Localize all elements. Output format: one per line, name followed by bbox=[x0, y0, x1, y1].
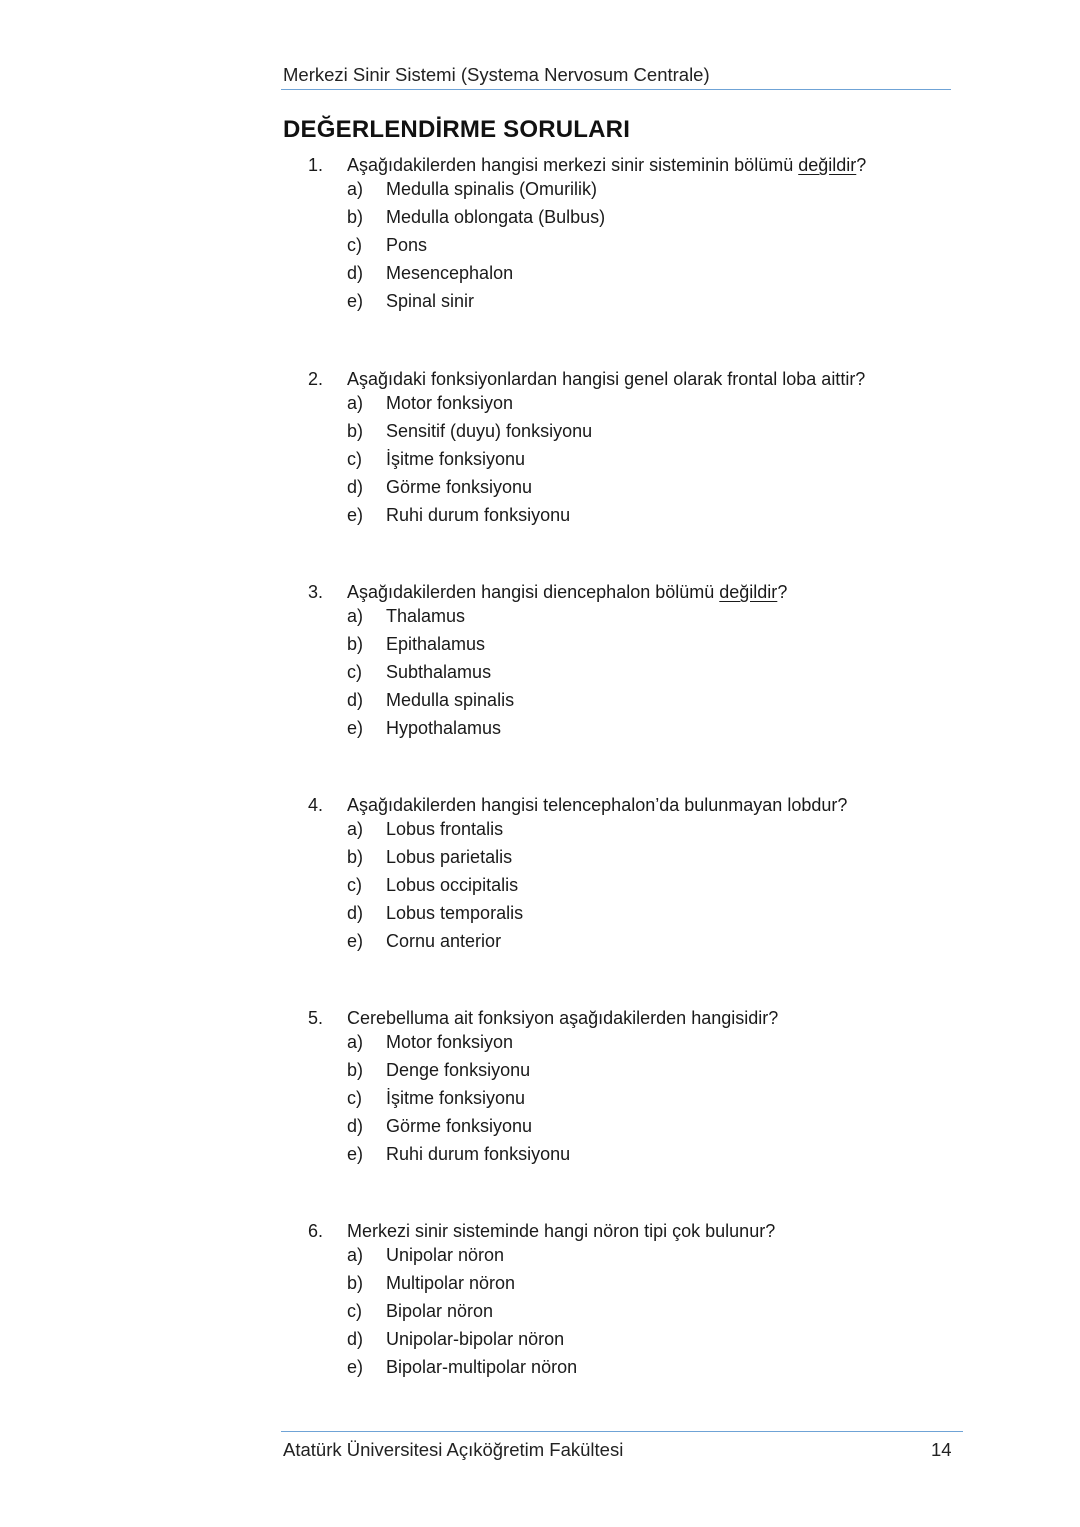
question-number: 6. bbox=[308, 1221, 324, 1241]
option-letter: b) bbox=[347, 634, 364, 654]
option-e bbox=[0, 718, 1080, 746]
option-letter: a) bbox=[347, 1245, 364, 1265]
footer-divider bbox=[281, 1431, 963, 1432]
option-letter: d) bbox=[347, 690, 364, 710]
option-letter: b) bbox=[347, 1060, 364, 1080]
option-d bbox=[0, 690, 1080, 718]
option-letter: e) bbox=[347, 505, 364, 525]
option-e bbox=[0, 1144, 1080, 1172]
question-text: Aşağıdakilerden hangisi telencephalon’da bulunmayan lobdur? bbox=[347, 795, 848, 815]
option-text: Motor fonksiyon bbox=[386, 393, 514, 413]
option-text: Medulla oblongata (Bulbus) bbox=[386, 207, 606, 227]
option-text: Pons bbox=[386, 235, 428, 255]
option-letter: c) bbox=[347, 875, 362, 895]
option-letter: d) bbox=[347, 1116, 364, 1136]
option-text: Bipolar nöron bbox=[386, 1301, 494, 1321]
option-letter: a) bbox=[347, 179, 364, 199]
option-letter: e) bbox=[347, 931, 364, 951]
option-text: Denge fonksiyonu bbox=[386, 1060, 531, 1080]
option-letter: e) bbox=[347, 1357, 364, 1377]
question-text: Cerebelluma ait fonksiyon aşağıdakilerden hangisidir? bbox=[347, 1008, 779, 1028]
section-title: DEĞERLENDİRME SORULARI bbox=[283, 116, 631, 143]
option-text: İşitme fonksiyonu bbox=[386, 449, 526, 469]
option-text: Lobus parietalis bbox=[386, 847, 513, 867]
option-text: Görme fonksiyonu bbox=[386, 1116, 533, 1136]
option-d bbox=[0, 1329, 1080, 1357]
option-c bbox=[0, 1301, 1080, 1329]
option-d bbox=[0, 1116, 1080, 1144]
option-text: Ruhi durum fonksiyonu bbox=[386, 505, 571, 525]
option-letter: c) bbox=[347, 449, 362, 469]
question-text: Aşağıdaki fonksiyonlardan hangisi genel olarak frontal loba aittir? bbox=[347, 369, 866, 389]
option-e bbox=[0, 291, 1080, 319]
question-number: 3. bbox=[308, 582, 324, 602]
option-text: Lobus occipitalis bbox=[386, 875, 519, 895]
option-d bbox=[0, 477, 1080, 505]
option-b bbox=[0, 634, 1080, 662]
underlined-word: değildir bbox=[798, 155, 857, 175]
page-number: 14 bbox=[931, 1439, 952, 1460]
option-text: Lobus frontalis bbox=[386, 819, 504, 839]
option-letter: d) bbox=[347, 903, 364, 923]
option-text: Unipolar-bipolar nöron bbox=[386, 1329, 565, 1349]
option-text: İşitme fonksiyonu bbox=[386, 1088, 526, 1108]
option-c bbox=[0, 1088, 1080, 1116]
option-e bbox=[0, 931, 1080, 959]
option-d bbox=[0, 263, 1080, 291]
option-c bbox=[0, 662, 1080, 690]
option-text: Multipolar nöron bbox=[386, 1273, 516, 1293]
option-letter: c) bbox=[347, 235, 362, 255]
option-letter: b) bbox=[347, 421, 364, 441]
option-text: Mesencephalon bbox=[386, 263, 514, 283]
option-text: Bipolar-multipolar nöron bbox=[386, 1357, 578, 1377]
option-letter: e) bbox=[347, 1144, 364, 1164]
option-text: Ruhi durum fonksiyonu bbox=[386, 1144, 571, 1164]
option-b bbox=[0, 847, 1080, 875]
option-letter: d) bbox=[347, 263, 364, 283]
option-letter: b) bbox=[347, 1273, 364, 1293]
option-text: Lobus temporalis bbox=[386, 903, 524, 923]
question-number: 2. bbox=[308, 369, 324, 389]
option-a bbox=[0, 819, 1080, 847]
option-a bbox=[0, 606, 1080, 634]
option-text: Subthalamus bbox=[386, 662, 492, 682]
option-b bbox=[0, 207, 1080, 235]
question-text: Aşağıdakilerden hangisi merkezi sinir sisteminin bölümü değildir? bbox=[347, 155, 867, 175]
option-letter: c) bbox=[347, 1301, 362, 1321]
question-text: Aşağıdakilerden hangisi diencephalon bölümü değildir? bbox=[347, 582, 788, 602]
question-number: 4. bbox=[308, 795, 324, 815]
option-letter: c) bbox=[347, 1088, 362, 1108]
option-b bbox=[0, 1060, 1080, 1088]
option-b bbox=[0, 1273, 1080, 1301]
option-a bbox=[0, 179, 1080, 207]
option-a bbox=[0, 393, 1080, 421]
option-text: Sensitif (duyu) fonksiyonu bbox=[386, 421, 593, 441]
option-text: Hypothalamus bbox=[386, 718, 502, 738]
option-letter: d) bbox=[347, 477, 364, 497]
underlined-word: değildir bbox=[719, 582, 778, 602]
option-letter: e) bbox=[347, 718, 364, 738]
question-number: 1. bbox=[308, 155, 324, 175]
option-text: Görme fonksiyonu bbox=[386, 477, 533, 497]
option-e bbox=[0, 1357, 1080, 1385]
question-number: 5. bbox=[308, 1008, 324, 1028]
option-e bbox=[0, 505, 1080, 533]
option-text: Epithalamus bbox=[386, 634, 486, 654]
option-text: Unipolar nöron bbox=[386, 1245, 505, 1265]
option-text: Spinal sinir bbox=[386, 291, 475, 311]
running-header: Merkezi Sinir Sistemi (Systema Nervosum Centrale) bbox=[283, 64, 710, 85]
option-c bbox=[0, 235, 1080, 263]
question-text: Merkezi sinir sisteminde hangi nöron tipi çok bulunur? bbox=[347, 1221, 776, 1241]
option-letter: b) bbox=[347, 207, 364, 227]
option-c bbox=[0, 875, 1080, 903]
option-a bbox=[0, 1245, 1080, 1273]
option-letter: b) bbox=[347, 847, 364, 867]
option-letter: c) bbox=[347, 662, 362, 682]
option-letter: a) bbox=[347, 606, 364, 626]
footer-institution: Atatürk Üniversitesi Açıköğretim Fakültesi bbox=[283, 1439, 624, 1460]
option-c bbox=[0, 449, 1080, 477]
option-b bbox=[0, 421, 1080, 449]
option-letter: e) bbox=[347, 291, 364, 311]
option-letter: a) bbox=[347, 819, 364, 839]
option-text: Medulla spinalis (Omurilik) bbox=[386, 179, 598, 199]
option-text: Cornu anterior bbox=[386, 931, 502, 951]
option-d bbox=[0, 903, 1080, 931]
option-letter: a) bbox=[347, 1032, 364, 1052]
option-a bbox=[0, 1032, 1080, 1060]
option-text: Thalamus bbox=[386, 606, 466, 626]
option-letter: d) bbox=[347, 1329, 364, 1349]
option-letter: a) bbox=[347, 393, 364, 413]
option-text: Medulla spinalis bbox=[386, 690, 515, 710]
header-divider bbox=[281, 89, 951, 90]
option-text: Motor fonksiyon bbox=[386, 1032, 514, 1052]
